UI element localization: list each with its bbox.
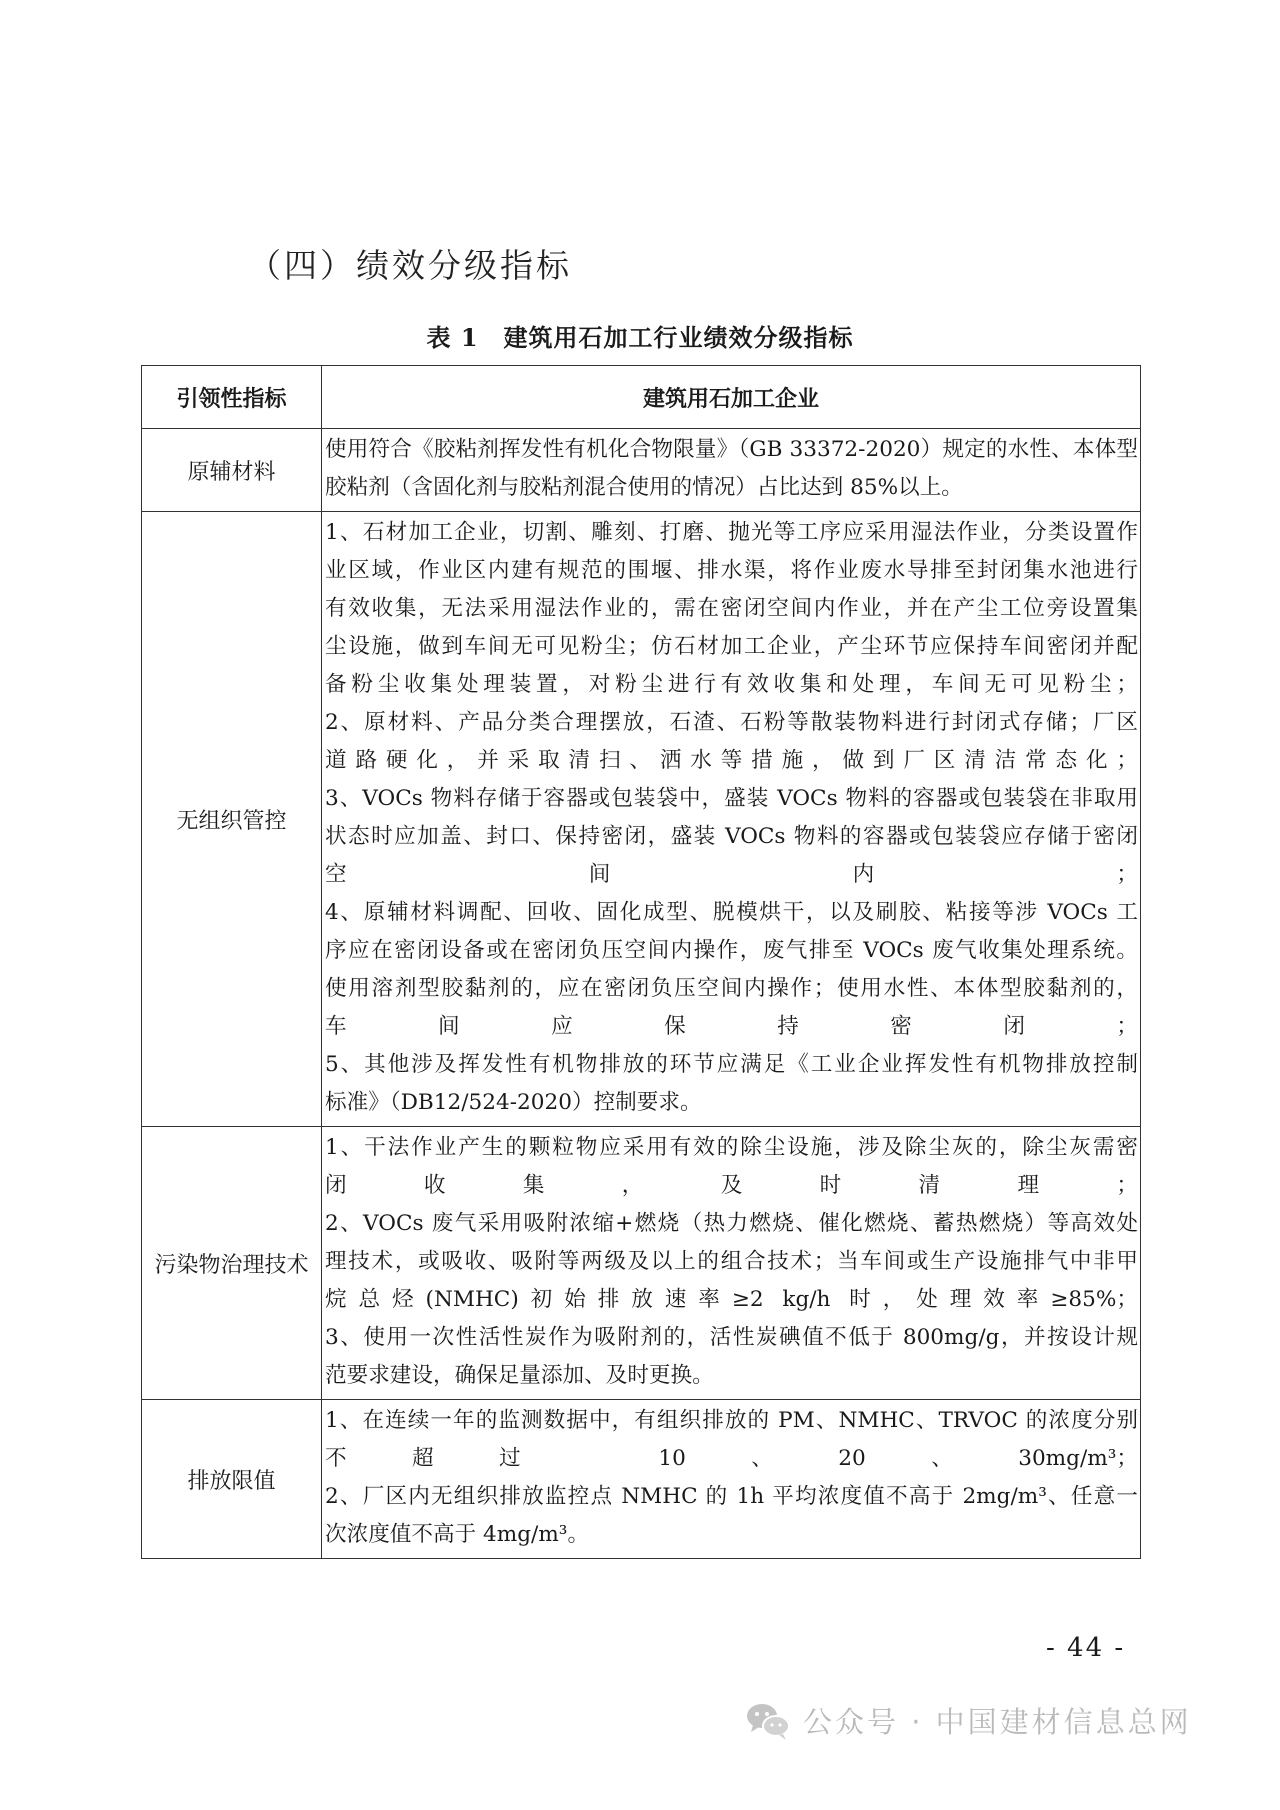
requirement-line: 4、原辅材料调配、回收、固化成型、脱模烘干，以及刷胶、粘接等涉 VOCs 工 [325, 900, 1138, 925]
requirement-line: 有效收集，无法采用湿法作业的，需在密闭空间内作业，并在产尘工位旁设置集 [325, 596, 1138, 621]
requirement-line: 使用溶剂型胶黏剂的，应在密闭负压空间内操作；使用水性、本体型胶黏剂的， [325, 976, 1138, 1001]
section-heading: （四）绩效分级指标 [248, 246, 572, 285]
watermark-text: 公众号 · 中国建材信息总网 [803, 1705, 1192, 1739]
requirement-line: 状态时应加盖、封口、保持密闭，盛装 VOCs 物料的容器或包装袋应存储于密闭 [325, 824, 1138, 849]
requirement-line: 业区域，作业区内建有规范的围堰、排水渠，将作业废水导排至封闭集水池进行 [325, 558, 1138, 583]
requirement-line: 3、VOCs 物料存储于容器或包装袋中，盛装 VOCs 物料的容器或包装袋在非取用 [325, 786, 1138, 811]
requirement-line: 2、VOCs 废气采用吸附浓缩+燃烧（热力燃烧、催化燃烧、蓄热燃烧）等高效处 [325, 1211, 1138, 1236]
indicator-category: 污染物治理技术 [142, 1127, 322, 1400]
requirement-line: 空间内； [325, 862, 1138, 887]
table-caption: 表 1 建筑用石加工行业绩效分级指标 [426, 323, 854, 352]
table-body [142, 429, 1141, 1559]
indicator-requirements [322, 1400, 1141, 1559]
header-indicator: 引领性指标 [142, 366, 322, 429]
indicator-category: 排放限值 [142, 1400, 322, 1559]
requirement-line: 5、其他涉及挥发性有机物排放的环节应满足《工业企业挥发性有机物排放控制 [325, 1052, 1138, 1077]
indicator-requirements [322, 1127, 1141, 1400]
table-header-row [142, 366, 1141, 429]
requirement-line: 不超过 10、20、30mg/m³； [325, 1446, 1138, 1471]
table-row-pollution-treatment [142, 1127, 1141, 1400]
indicator-requirements [322, 429, 1141, 512]
requirement-line: 2、原材料、产品分类合理摆放，石渣、石粉等散装物料进行封闭式存储；厂区 [325, 710, 1138, 735]
requirement-line: 3、使用一次性活性炭作为吸附剂的，活性炭碘值不低于 800mg/g，并按设计规 [325, 1325, 1138, 1350]
requirement-line: 使用符合《胶粘剂挥发性有机化合物限量》（GB 33372-2020）规定的水性、本体型 [325, 437, 1138, 462]
watermark [745, 1700, 1192, 1741]
requirement-line: 范要求建设，确保足量添加、及时更换。 [325, 1363, 714, 1388]
wechat-icon [745, 1701, 791, 1741]
indicator-category: 无组织管控 [142, 512, 322, 1127]
page-number: - 44 - [1046, 1633, 1126, 1663]
requirement-line: 尘设施，做到车间无可见粉尘；仿石材加工企业，产尘环节应保持车间密闭并配 [325, 634, 1138, 659]
requirement-line: 烷总烃(NMHC)初始排放速率≥2 kg/h 时，处理效率≥85%； [325, 1287, 1138, 1312]
requirement-line: 次浓度值不高于 4mg/m³。 [325, 1522, 590, 1547]
requirement-line: 序应在密闭设备或在密闭负压空间内操作，废气排至 VOCs 废气收集处理系统。 [325, 938, 1138, 963]
indicator-requirements [322, 512, 1141, 1127]
requirement-line: 胶粘剂（含固化剂与胶粘剂混合使用的情况）占比达到 85%以上。 [325, 475, 963, 500]
indicator-category: 原辅材料 [142, 429, 322, 512]
requirement-line: 1、干法作业产生的颗粒物应采用有效的除尘设施，涉及除尘灰的，除尘灰需密 [325, 1135, 1138, 1160]
table-row-emission-limits [142, 1400, 1141, 1559]
requirement-line: 道路硬化，并采取清扫、洒水等措施，做到厂区清洁常态化； [325, 748, 1138, 773]
table-row-fugitive-control [142, 512, 1141, 1127]
header-enterprise: 建筑用石加工企业 [322, 366, 1141, 429]
table-row-raw-materials [142, 429, 1141, 512]
requirement-line: 车间应保持密闭； [325, 1014, 1138, 1039]
requirement-line: 1、在连续一年的监测数据中，有组织排放的 PM、NMHC、TRVOC 的浓度分别 [325, 1408, 1138, 1433]
requirement-line: 2、厂区内无组织排放监控点 NMHC 的 1h 平均浓度值不高于 2mg/m³、任意一 [325, 1484, 1138, 1509]
requirement-line: 备粉尘收集处理装置，对粉尘进行有效收集和处理，车间无可见粉尘； [325, 672, 1138, 697]
requirement-line: 1、石材加工企业，切割、雕刻、打磨、抛光等工序应采用湿法作业，分类设置作 [325, 520, 1138, 545]
performance-grading-table [141, 365, 1141, 1559]
requirement-line: 标准》（DB12/524-2020）控制要求。 [325, 1090, 702, 1115]
requirement-line: 闭收集，及时清理； [325, 1173, 1138, 1198]
requirement-line: 理技术，或吸收、吸附等两级及以上的组合技术；当车间或生产设施排气中非甲 [325, 1249, 1138, 1274]
